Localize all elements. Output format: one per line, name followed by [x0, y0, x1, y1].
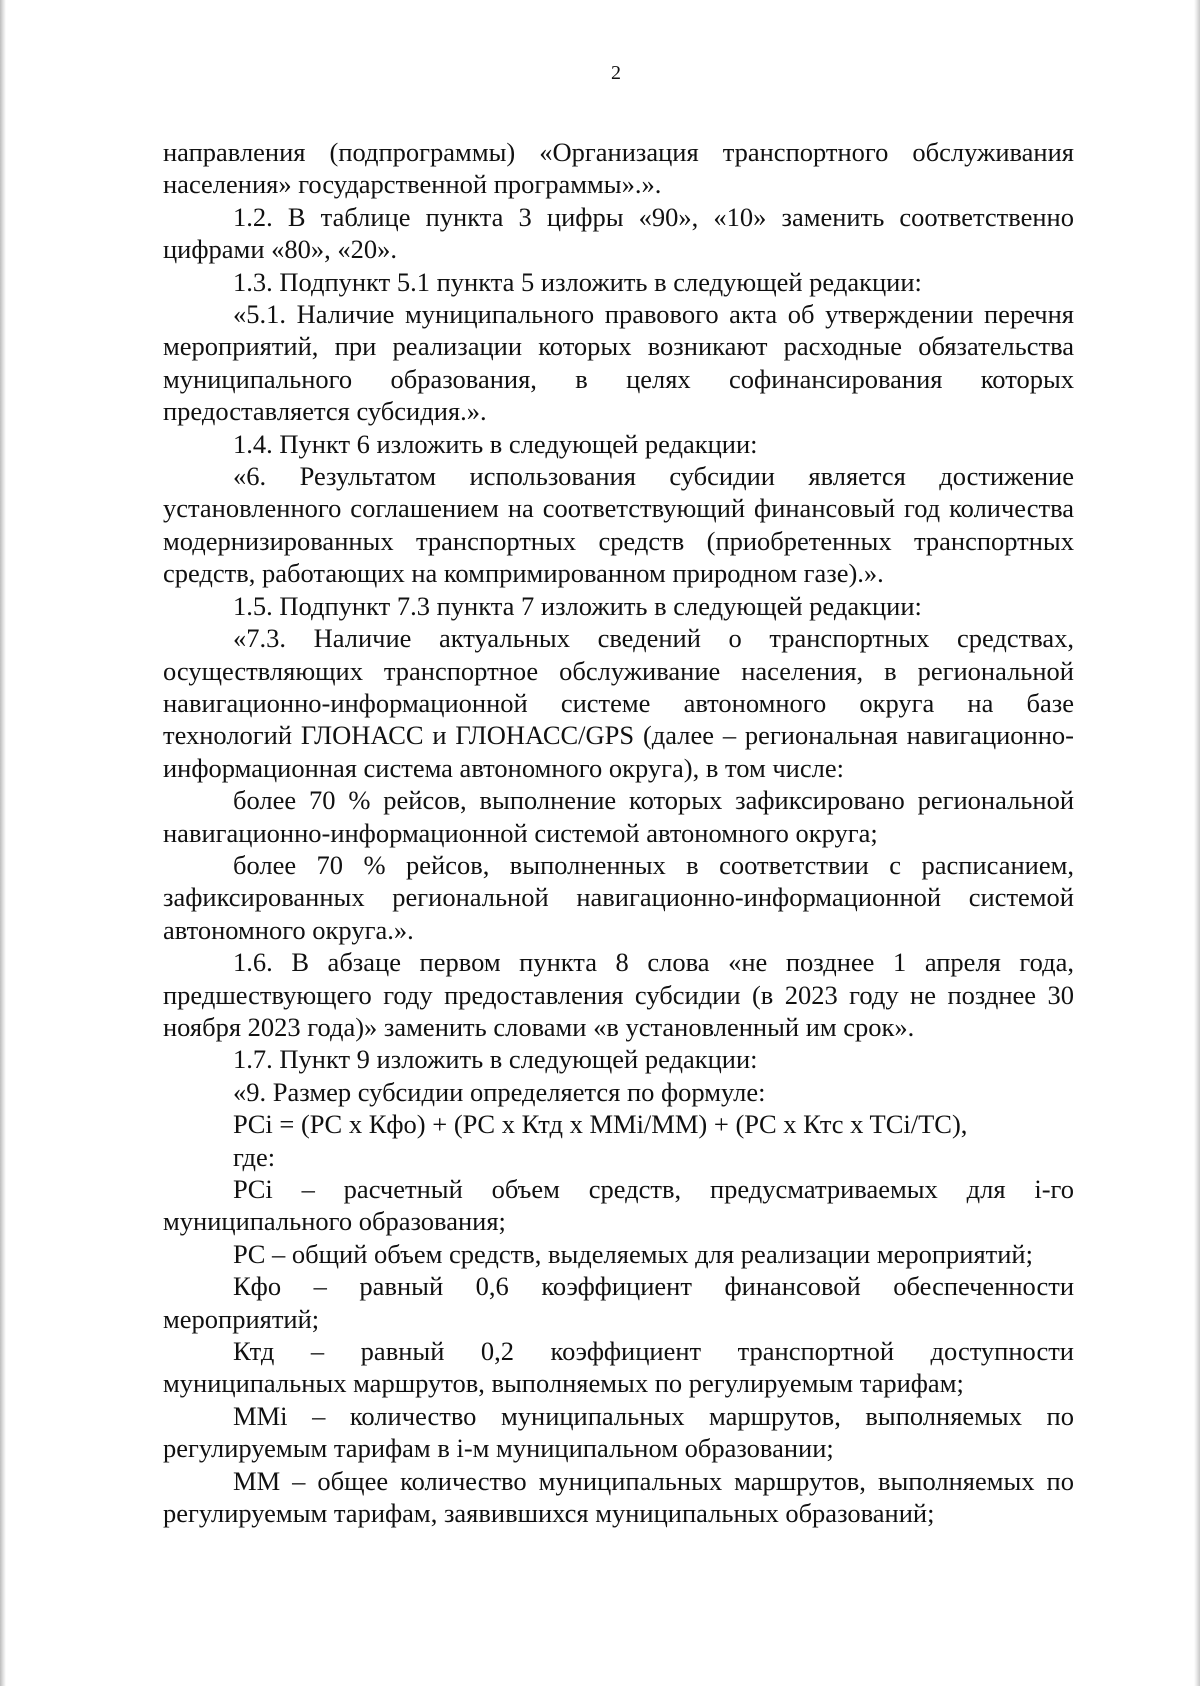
paragraph-item-1-4: 1.4. Пункт 6 изложить в следующей редакции:	[233, 428, 758, 459]
formula: PCi = (PC x Кфо) + (PC x Ктд x MMi/MM) + (PC x Ктс x TCi/TC),	[233, 1109, 968, 1140]
definition-pci: PCi – расчетный объем средств, предусматриваемых для i-го муниципального образования;	[163, 1174, 1074, 1237]
paragraph-condition-2: более 70 % рейсов, выполненных в соответствии с расписанием, зафиксированных региональной навигационно-информационной системой автономного округа.».	[163, 849, 1074, 945]
definition-mm: MM – общее количество муниципальных маршрутов, выполняемых по регулируемым тарифам, заявившихся муниципальных образований;	[163, 1465, 1074, 1529]
page-number: 2	[611, 62, 621, 84]
scan-edge-right	[1194, 0, 1200, 1686]
paragraph-item-1-7: 1.7. Пункт 9 изложить в следующей редакции:	[233, 1044, 758, 1075]
paragraph-quote-6: «6. Результатом использования субсидии является достижение установленного соглашением на соответствующий финансовый год количества модернизированных транспортных средств (приобретенных транспортных средств, работающих на компримированном природном газе).».	[163, 461, 1074, 589]
definition-kfo: Кфо – равный 0,6 коэффициент финансовой обеспеченности мероприятий;	[163, 1271, 1074, 1334]
paragraph-continuation: направления (подпрограммы) «Организация транспортного обслуживания населения» государственной программы».».	[163, 137, 1074, 200]
paragraph-quote-7-3: «7.3. Наличие актуальных сведений о транспортных средствах, осуществляющих транспортное обслуживание населения, в региональной навигационно-информационной системе автономного округа на базе технологий ГЛОНАСС и ГЛОНАСС/GPS (далее – региональная навигационно-информационная система автономного округа), в том числе:	[163, 623, 1074, 783]
formula-where: где:	[233, 1141, 276, 1172]
definition-mmi: MMi – количество муниципальных маршрутов, выполняемых по регулируемым тарифам в i-м муниципальном образовании;	[163, 1400, 1074, 1464]
paragraph-item-1-6: 1.6. В абзаце первом пункта 8 слова «не позднее 1 апреля года, предшествующего году предоставления субсидии (в 2023 году не позднее 30 ноября 2023 года)» заменить словами «в установленный им срок».	[163, 947, 1074, 1042]
definition-pc: PC – общий объем средств, выделяемых для реализации мероприятий;	[233, 1238, 1033, 1269]
paragraph-condition-1: более 70 % рейсов, выполнение которых зафиксировано региональной навигационно-информационной системой автономного округа;	[163, 785, 1074, 848]
paragraph-quote-5-1: «5.1. Наличие муниципального правового акта об утверждении перечня мероприятий, при реализации которых возникают расходные обязательства муниципального образования, в целях софинансирования которых предоставляется субсидия.».	[163, 299, 1074, 427]
document-body	[163, 136, 1074, 1529]
paragraph-item-1-3: 1.3. Подпункт 5.1 пункта 5 изложить в следующей редакции:	[233, 266, 922, 297]
scan-edge-left	[0, 0, 6, 1686]
paragraph-item-1-2: 1.2. В таблице пункта 3 цифры «90», «10» заменить соответственно цифрами «80», «20».	[163, 201, 1074, 265]
paragraph-item-1-5: 1.5. Подпункт 7.3 пункта 7 изложить в следующей редакции:	[233, 590, 922, 621]
definition-ktd: Ктд – равный 0,2 коэффициент транспортной доступности муниципальных маршрутов, выполняемых по регулируемым тарифам;	[163, 1336, 1074, 1399]
paragraph-quote-9: «9. Размер субсидии определяется по формуле:	[233, 1076, 766, 1107]
